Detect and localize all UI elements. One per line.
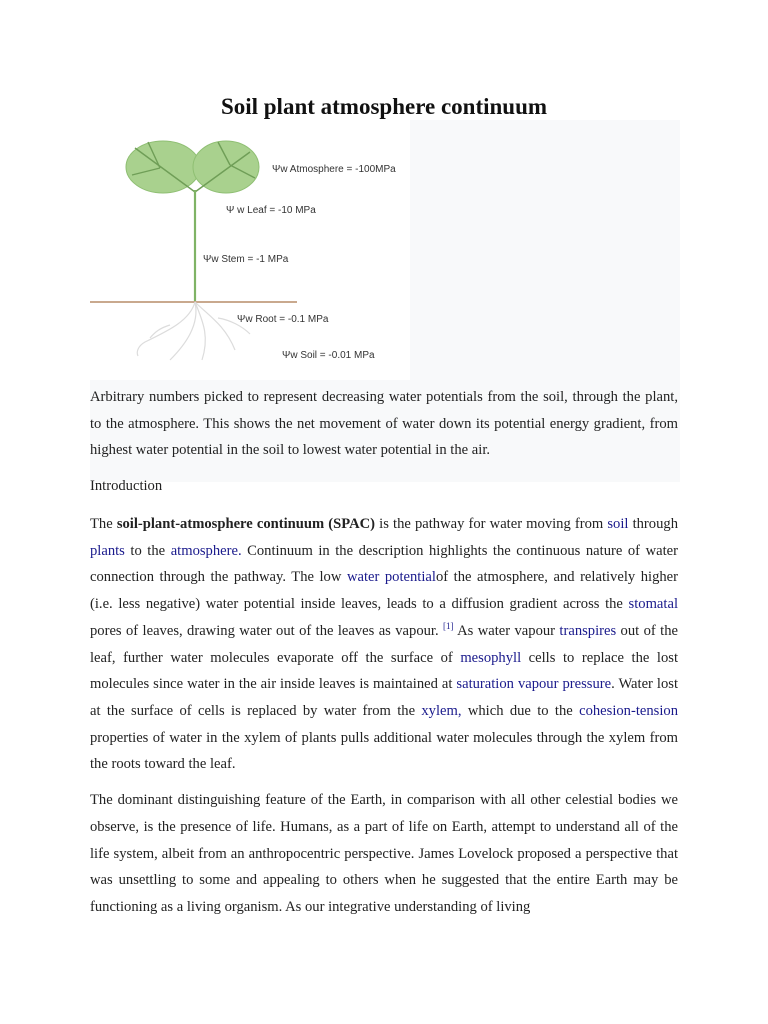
text-run: properties of water in the xylem of plants pulls additional water molecules through the xylem from the roots toward the leaf.: [90, 729, 678, 773]
term-spac: soil-plant-atmosphere continuum (SPAC): [116, 516, 376, 532]
section-heading-introduction: Introduction: [90, 478, 163, 494]
label-root: Ψw Root = -0.1 MPa: [237, 314, 329, 325]
reference-link-1[interactable]: [1]: [443, 620, 454, 631]
paragraph-earth-life: The dominant distinguishing feature of the Earth, in comparison with all other celestial bodies we observe, is the presence of life. Humans, as a part of life on Earth, attempt to understand all of the life system, albeit from an anthropocentric perspective. James Lovelock proposed a perspective that was unsettling to some and appealing to others when he suggested that the entire Earth may be functioning as a living organism. As our integrative understanding of living: [90, 792, 678, 916]
link-stomatal[interactable]: stomatal: [628, 596, 678, 613]
text-run: out of the leaf, further water molecules evaporate off the surface of: [90, 622, 678, 666]
text-run: cells to replace the lost molecules since water in the air inside leaves is maintained at: [90, 649, 678, 693]
label-leaf: Ψ w Leaf = -10 MPa: [226, 205, 316, 216]
plant-water-potential-diagram: [90, 120, 410, 380]
text-run: which due to the: [461, 702, 580, 719]
text-run: to the: [124, 542, 171, 559]
page-title: Soil plant atmosphere continuum: [220, 94, 548, 119]
text-run: of the atmosphere, and relatively higher (i.e. less negative) water potential inside leaves, leads to a diffusion gradient across the: [90, 569, 678, 613]
right-leaf-icon: [193, 141, 259, 193]
figure-caption: Arbitrary numbers picked to represent decreasing water potentials from the soil, through the plant, to the atmosphere. This shows the net movement of water down its potential energy gradient, from highest water potential in the soil to lowest water potential in the air.: [90, 389, 678, 458]
link-water-potential[interactable]: water potential: [346, 569, 436, 586]
link-xylem[interactable]: xylem,: [421, 702, 462, 719]
text-run: through: [628, 516, 678, 532]
roots-icon: [137, 302, 250, 360]
text-run: Continuum in the description highlights the continuous nature of water connection through the pathway. The low: [90, 542, 678, 586]
paragraph-spac: [90, 511, 678, 778]
label-atmosphere: Ψw Atmosphere = -100MPa: [272, 164, 396, 175]
label-soil: Ψw Soil = -0.01 MPa: [282, 350, 375, 361]
link-transpires[interactable]: transpires: [559, 622, 617, 639]
label-stem: Ψw Stem = -1 MPa: [203, 254, 289, 265]
link-soil[interactable]: soil: [607, 516, 629, 532]
link-mesophyll[interactable]: mesophyll: [460, 649, 522, 666]
text-run: is the pathway for water moving from: [375, 516, 608, 532]
text-run: pores of leaves, drawing water out of the leaves as vapour.: [90, 622, 444, 639]
link-cohesion-tension[interactable]: cohesion-tension: [579, 702, 678, 719]
link-saturation-vapour-pressure[interactable]: saturation vapour pressure: [456, 676, 612, 693]
text-run: The: [90, 516, 117, 532]
link-atmosphere[interactable]: atmosphere.: [170, 542, 242, 559]
spac-figure: [90, 120, 410, 380]
link-plants[interactable]: plants: [90, 542, 125, 559]
text-run: . Water lost at the surface of cells is replaced by water from the: [90, 676, 678, 719]
text-run: As water vapour: [453, 622, 560, 639]
